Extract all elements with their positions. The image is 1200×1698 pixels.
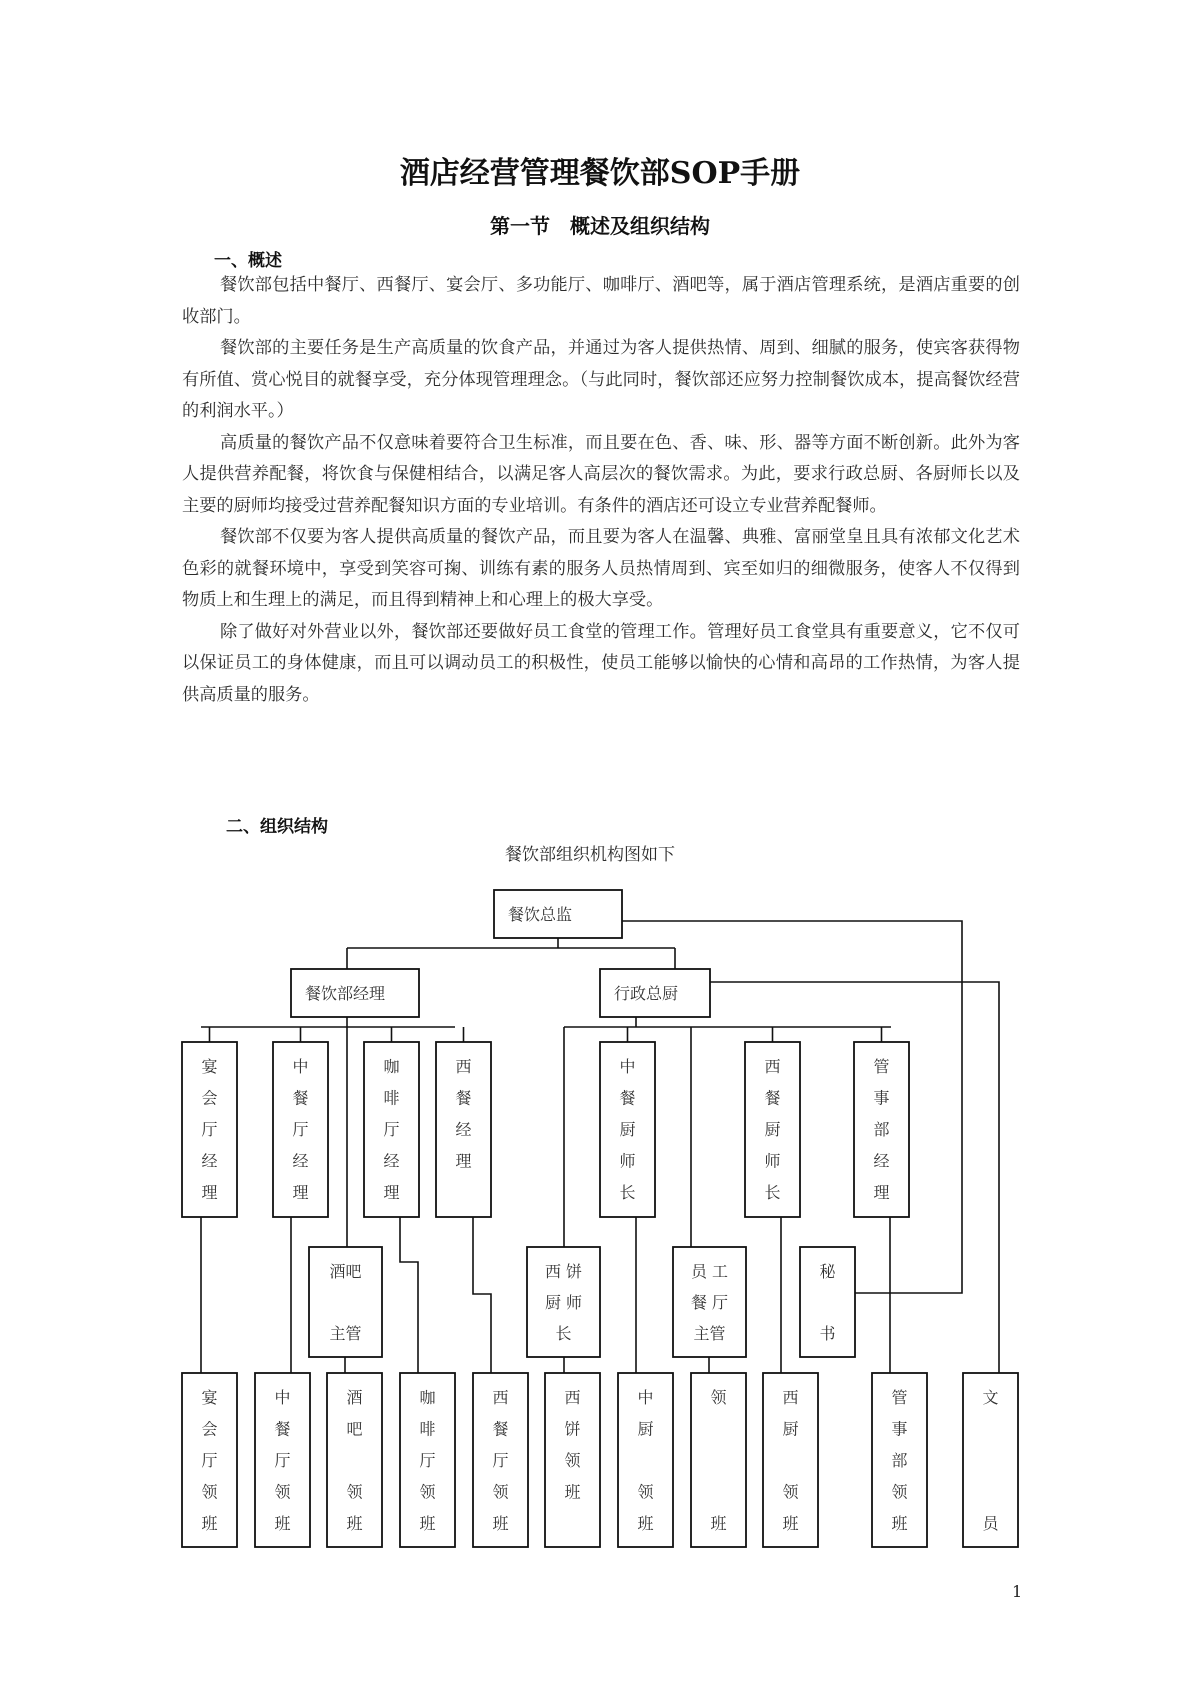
box-label: 领 [346, 1482, 363, 1502]
box-label: 中 [274, 1388, 291, 1407]
paragraph: 餐饮部包括中餐厅、西餐厅、宴会厅、多功能厅、咖啡厅、酒吧等，属于酒店管理系统，是酒店重要的创收部门。 [182, 275, 1020, 327]
box-label: 班 [346, 1514, 363, 1533]
connector-line [473, 1217, 491, 1373]
box-label: 啡 [383, 1088, 400, 1108]
box-label: 餐饮总监 [508, 905, 573, 924]
box-label: 餐 [619, 1088, 636, 1108]
box-label: 理 [201, 1183, 218, 1202]
box-label: 秘 [819, 1262, 836, 1281]
box-label: 管 [891, 1388, 908, 1407]
box-label: 经 [873, 1151, 890, 1171]
box-label: 经 [201, 1151, 218, 1171]
box-label: 理 [383, 1183, 400, 1202]
box-label: 行政总厨 [614, 984, 679, 1003]
paragraph: 餐饮部不仅要为客人提供高质量的餐饮产品，而且要为客人在温馨、典雅、富丽堂皇且具有浓郁文化艺术色彩的就餐环境中，享受到笑容可掬、训练有素的服务人员热情周到、宾至如归的细微服务，使客人不仅得到物质上和生理上的满足，而且得到精神上和心理上的极大享受。 [182, 527, 1020, 610]
box-label: 中 [292, 1057, 309, 1076]
box-label: 班 [782, 1514, 799, 1533]
box-label: 长 [555, 1324, 572, 1343]
box-label: 班 [492, 1514, 509, 1533]
box-label: 文 [982, 1388, 999, 1407]
box-label: 西 [564, 1388, 581, 1407]
box-label: 经 [455, 1120, 472, 1139]
chart-caption: 餐饮部组织机构图如下 [505, 845, 675, 865]
box-label: 酒吧 [329, 1262, 362, 1281]
box-label: 厅 [201, 1451, 218, 1470]
box-label: 部 [873, 1120, 890, 1139]
box-label: 会 [201, 1088, 218, 1108]
box-label: 西 [764, 1057, 781, 1076]
box-label: 厅 [292, 1120, 309, 1139]
box-label: 班 [710, 1514, 727, 1533]
paragraph: 除了做好对外营业以外，餐饮部还要做好员工食堂的管理工作。管理好员工食堂具有重要意义，它不仅可以保证员工的身体健康，而且可以调动员工的积极性，使员工能够以愉快的心情和高昂的工作热情，为客人提供高质量的服务。 [182, 621, 1020, 705]
box-label: 理 [873, 1183, 890, 1202]
document-title: 酒店经营管理餐饮部SOP手册 [399, 156, 801, 191]
box-label: 部 [891, 1451, 908, 1470]
box-label: 厨 [637, 1419, 654, 1439]
box-label: 事 [873, 1088, 890, 1108]
box-label: 咖 [419, 1388, 436, 1407]
box-label: 班 [891, 1514, 908, 1533]
box-label: 领 [710, 1388, 727, 1407]
box-label: 厨 [764, 1120, 781, 1139]
box-label: 书 [819, 1324, 836, 1343]
box-label: 领 [637, 1482, 654, 1502]
box-label: 西 [455, 1057, 472, 1076]
box-label: 领 [782, 1482, 799, 1502]
box-label: 师 [764, 1151, 781, 1171]
heading-org-structure: 二、组织结构 [226, 817, 328, 837]
box-label: 吧 [346, 1419, 363, 1439]
box-label: 饼 [564, 1419, 581, 1439]
box-label: 西 饼 [544, 1262, 583, 1281]
box-label: 领 [564, 1451, 581, 1470]
box-label: 中 [619, 1057, 636, 1076]
box-label: 领 [201, 1482, 218, 1502]
box-label: 管 [873, 1057, 890, 1076]
box-label: 厨 [782, 1419, 799, 1439]
box-label: 酒 [346, 1388, 363, 1407]
connector-line [400, 1217, 418, 1373]
box-label: 经 [383, 1151, 400, 1171]
box-label: 领 [891, 1482, 908, 1502]
box-label: 咖 [383, 1057, 400, 1076]
box-label: 餐 [492, 1419, 509, 1439]
box-label: 餐 [292, 1088, 309, 1108]
box-label: 主管 [693, 1324, 726, 1343]
box-label: 经 [292, 1151, 309, 1171]
box-label: 班 [419, 1514, 436, 1533]
box-label: 事 [891, 1419, 908, 1439]
box-label: 厅 [274, 1451, 291, 1470]
box-label: 长 [619, 1183, 636, 1202]
box-label: 西 [492, 1388, 509, 1407]
box-label: 班 [637, 1514, 654, 1533]
box-label: 厅 [383, 1120, 400, 1139]
box-label: 中 [637, 1388, 654, 1407]
box-label: 餐 [455, 1088, 472, 1108]
box-label: 餐 [764, 1088, 781, 1108]
box-label: 厅 [492, 1451, 509, 1470]
box-label: 厨 [619, 1120, 636, 1139]
box-label: 啡 [419, 1419, 436, 1439]
box-label: 宴 [201, 1388, 218, 1407]
box-label: 餐饮部经理 [305, 984, 386, 1003]
page-number: 1 [1012, 1582, 1023, 1601]
box-label: 领 [274, 1482, 291, 1502]
box-label: 班 [201, 1514, 218, 1533]
box-label: 西 [782, 1388, 799, 1407]
box-label: 理 [455, 1151, 472, 1171]
box-label: 理 [292, 1183, 309, 1202]
box-label: 宴 [201, 1057, 218, 1076]
paragraph: 高质量的餐饮产品不仅意味着要符合卫生标准，而且要在色、香、味、形、器等方面不断创新。此外为客人提供营养配餐，将饮食与保健相结合，以满足客人高层次的餐饮需求。为此，要求行政总厨、各厨师长以及主要的厨师均接受过营养配餐知识方面的专业培训。有条件的酒店还可设立专业营养配餐师。 [182, 432, 1020, 516]
box-label: 员 [982, 1514, 999, 1533]
box-label: 厅 [201, 1120, 218, 1139]
heading-overview: 一、概述 [214, 251, 282, 271]
box-label: 班 [274, 1514, 291, 1533]
box-label: 班 [564, 1482, 581, 1502]
box-label: 餐 厅 [690, 1293, 729, 1312]
paragraph: 餐饮部的主要任务是生产高质量的饮食产品，并通过为客人提供热情、周到、细腻的服务，使宾客获得物有所值、赏心悦目的就餐享受，充分体现管理理念。（与此同时，餐饮部还应努力控制餐饮成本，提高餐饮经营的利润水平。） [182, 338, 1020, 421]
box-label: 长 [764, 1183, 781, 1202]
box-label: 领 [492, 1482, 509, 1502]
box-label: 厨 师 [544, 1293, 583, 1312]
box-label: 主管 [329, 1324, 362, 1343]
box-label: 员 工 [690, 1262, 729, 1281]
box-label: 厅 [419, 1451, 436, 1470]
box-label: 师 [619, 1151, 636, 1171]
box-label: 会 [201, 1419, 218, 1439]
box-label: 餐 [274, 1419, 291, 1439]
section-title: 第一节 概述及组织结构 [490, 214, 710, 238]
box-label: 领 [419, 1482, 436, 1502]
